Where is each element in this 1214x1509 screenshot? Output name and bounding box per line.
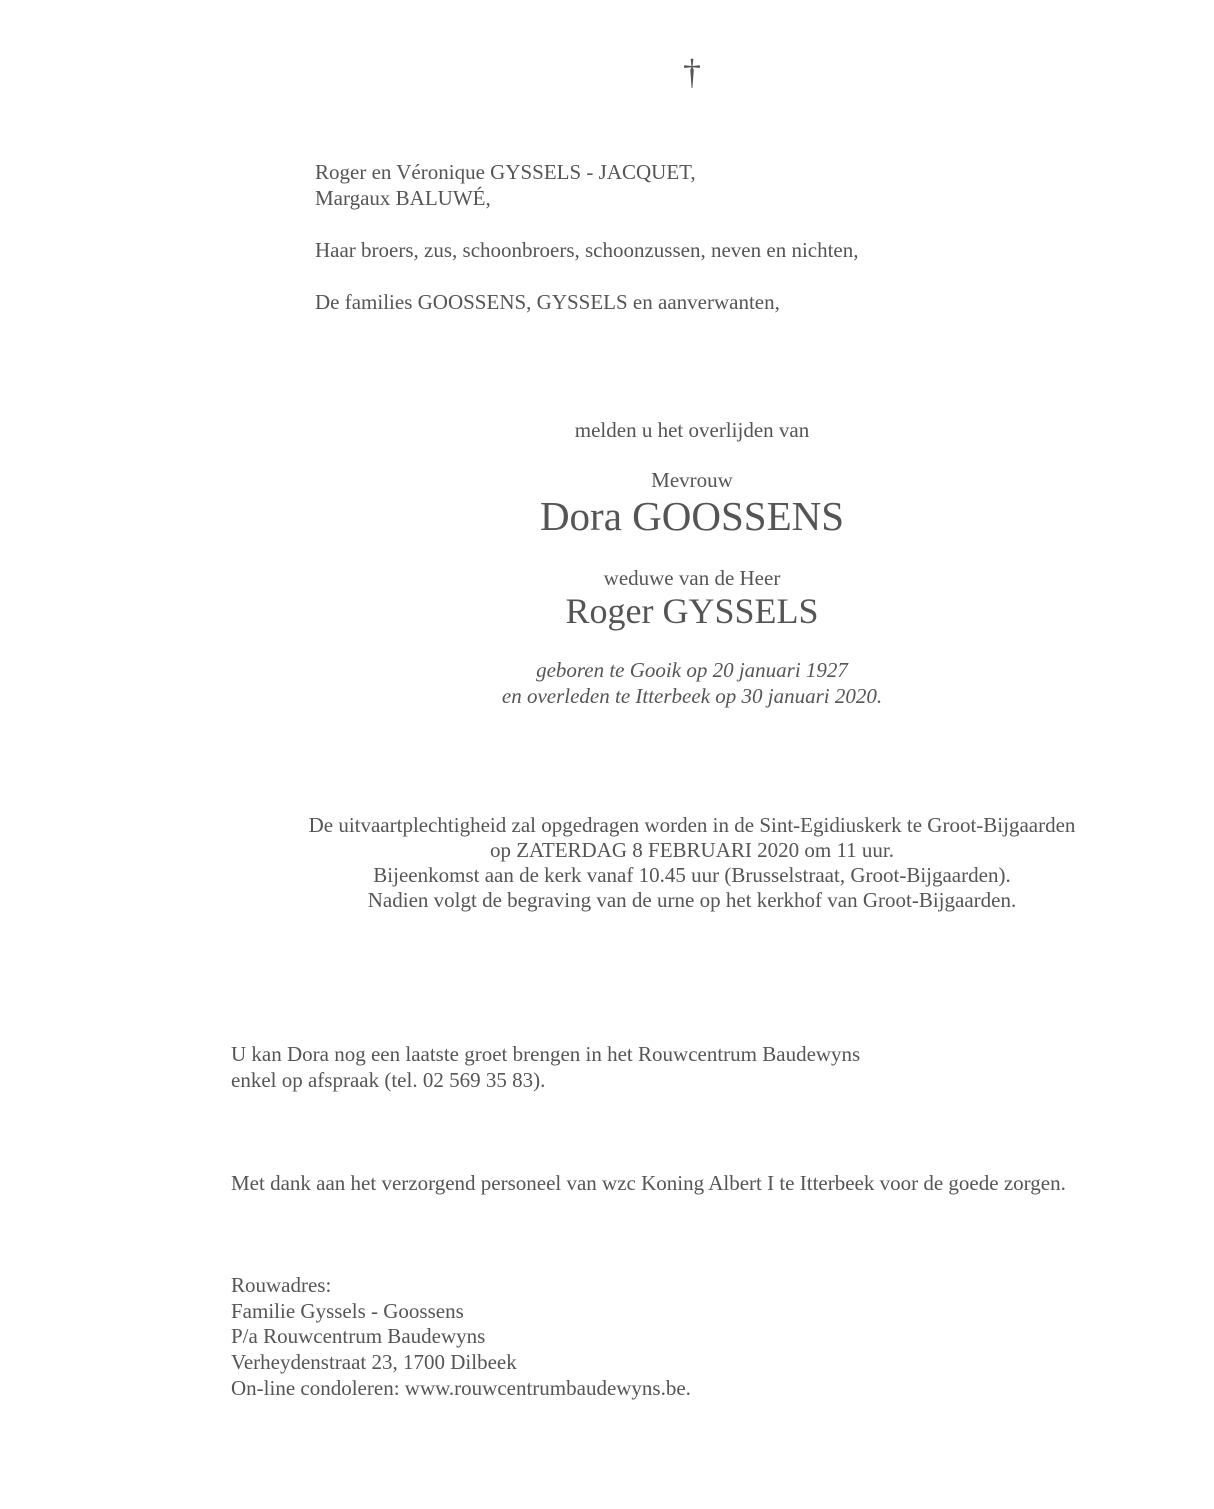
cross-symbol: † bbox=[683, 52, 701, 92]
widow-of-text: weduwe van de Heer bbox=[603, 566, 781, 590]
announce-text: melden u het overlijden van bbox=[574, 418, 810, 442]
deceased-name: Dora GOOSSENS bbox=[539, 493, 845, 539]
ceremony-line-3: Bijeenkomst aan de kerk vanaf 10.45 uur (Brusselstraat, Groot-Bijgaarden). bbox=[373, 863, 1011, 887]
address-line-4: Verheydenstraat 23, 1700 Dilbeek bbox=[231, 1350, 517, 1374]
birth-line: geboren te Gooik op 20 januari 1927 bbox=[536, 658, 848, 682]
address-line-1: Rouwadres: bbox=[231, 1273, 332, 1297]
spouse-name: Roger GYSSELS bbox=[565, 591, 819, 631]
family-line-2: Margaux BALUWÉ, bbox=[315, 186, 491, 210]
address-line-3: P/a Rouwcentrum Baudewyns bbox=[231, 1324, 486, 1348]
ceremony-line-2: op ZATERDAG 8 FEBRUARI 2020 om 11 uur. bbox=[489, 838, 895, 862]
address-line-2: Familie Gyssels - Goossens bbox=[231, 1299, 464, 1323]
family-line-3: Haar broers, zus, schoonbroers, schoonzussen, neven en nichten, bbox=[315, 238, 859, 262]
family-line-4: De families GOOSSENS, GYSSELS en aanverwanten, bbox=[315, 290, 780, 314]
thanks-text: Met dank aan het verzorgend personeel van wzc Koning Albert I te Itterbeek voor de goede zorgen. bbox=[231, 1171, 1066, 1195]
ceremony-line-4: Nadien volgt de begraving van de urne op het kerkhof van Groot-Bijgaarden. bbox=[367, 888, 1017, 912]
ceremony-line-1: De uitvaartplechtigheid zal opgedragen worden in de Sint-Egidiuskerk te Groot-Bijgaarden bbox=[308, 813, 1076, 837]
visit-line-1: U kan Dora nog een laatste groet brengen in het Rouwcentrum Baudewyns bbox=[231, 1042, 861, 1066]
family-line-1: Roger en Véronique GYSSELS - JACQUET, bbox=[315, 160, 696, 184]
title-text: Mevrouw bbox=[651, 468, 733, 492]
death-line: en overleden te Itterbeek op 30 januari 2020. bbox=[501, 684, 883, 708]
visit-line-2: enkel op afspraak (tel. 02 569 35 83). bbox=[231, 1068, 546, 1092]
address-line-5: On-line condoleren: www.rouwcentrumbaudewyns.be. bbox=[231, 1376, 691, 1400]
